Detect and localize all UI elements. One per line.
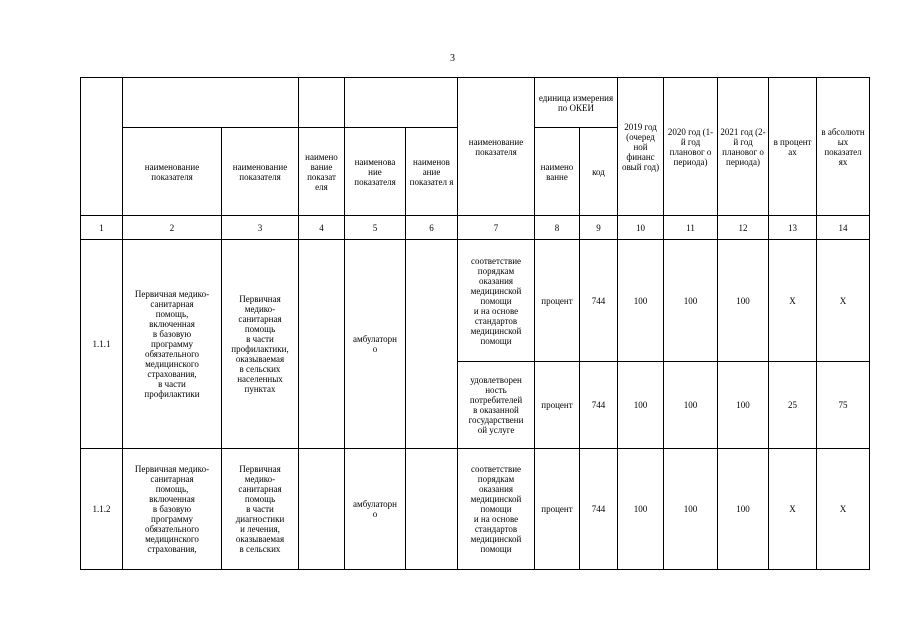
header-name-4: наимено вание показат еля <box>299 128 345 216</box>
header-absolute: в абсолютн ых показател ях <box>817 78 870 216</box>
header-year-2021: 2021 год (2-й год плановог о периода) <box>718 78 769 216</box>
column-number: 10 <box>618 216 664 240</box>
column-number-row <box>81 216 870 240</box>
indicator-name: соответствие порядкам оказания медицинской помощи и на основе стандартов медицинской помощи <box>458 240 535 362</box>
column-number: 8 <box>535 216 580 240</box>
header-unit-name: наимено ванне <box>535 128 580 216</box>
column-number: 13 <box>769 216 817 240</box>
column-number: 6 <box>406 216 458 240</box>
value-2021: 100 <box>718 240 769 362</box>
header-name-6: наименов ание показател я <box>406 128 458 216</box>
unit-code: 744 <box>580 362 618 449</box>
header-group-5-6 <box>345 78 458 128</box>
service-name: Первичная медико- санитарная помощь, включенная в базовую программу обязательного медицинского страхования, в части профилактики <box>123 240 222 449</box>
unit-name: процент <box>535 362 580 449</box>
unit-code: 744 <box>580 240 618 362</box>
indicator-name: соответствие порядкам оказания медицинской помощи и на основе стандартов медицинской помощи <box>458 449 535 570</box>
header-name-3: наименование показателя <box>222 128 299 216</box>
deviation-absolute: X <box>817 449 870 570</box>
empty-cell <box>299 449 345 570</box>
header-group-2-3 <box>123 78 299 128</box>
table-row <box>81 449 870 570</box>
column-number: 5 <box>345 216 406 240</box>
value-2020: 100 <box>664 449 718 570</box>
header-percent: в процент ах <box>769 78 817 216</box>
value-2020: 100 <box>664 362 718 449</box>
header-cell-4-top <box>299 78 345 128</box>
deviation-absolute: 75 <box>817 362 870 449</box>
service-content: Первичная медико- санитарная помощь в части диагностики и лечения, оказываемая в сельских <box>222 449 299 570</box>
deviation-percent: X <box>769 449 817 570</box>
header-indicator-name: наименование показателя <box>458 78 535 216</box>
deviation-absolute: X <box>817 240 870 362</box>
column-number: 11 <box>664 216 718 240</box>
value-2020: 100 <box>664 240 718 362</box>
column-number: 7 <box>458 216 535 240</box>
unit-name: процент <box>535 449 580 570</box>
header-unit-code: код <box>580 128 618 216</box>
service-content: Первичная медико- санитарная помощь в части профилактики, оказываемая в сельских населенных пунктах <box>222 240 299 449</box>
column-number: 14 <box>817 216 870 240</box>
service-name: Первичная медико- санитарная помощь, включенная в базовую программу обязательного медицинского страхования, <box>123 449 222 570</box>
value-2021: 100 <box>718 362 769 449</box>
value-2019: 100 <box>618 240 664 362</box>
page-number: 3 <box>450 53 455 64</box>
column-number: 3 <box>222 216 299 240</box>
row-number: 1.1.2 <box>81 449 123 570</box>
deviation-percent: X <box>769 240 817 362</box>
value-2019: 100 <box>618 449 664 570</box>
header-year-2020: 2020 год (1-й год плановог о периода) <box>664 78 718 216</box>
empty-cell <box>299 240 345 449</box>
column-number: 1 <box>81 216 123 240</box>
indicators-table <box>80 77 870 570</box>
header-unit-okei: единица измерения по ОКЕИ <box>535 78 618 128</box>
header-name-2: наименование показателя <box>123 128 222 216</box>
deviation-percent: 25 <box>769 362 817 449</box>
unit-name: процент <box>535 240 580 362</box>
column-number: 2 <box>123 216 222 240</box>
service-condition: амбулаторн о <box>345 240 406 449</box>
column-number: 4 <box>299 216 345 240</box>
table-row <box>81 240 870 362</box>
indicator-name: удовлетворен ность потребителей в оказанной государствени ой услуге <box>458 362 535 449</box>
value-2019: 100 <box>618 362 664 449</box>
empty-cell <box>406 449 458 570</box>
service-condition: амбулаторн о <box>345 449 406 570</box>
column-number: 9 <box>580 216 618 240</box>
column-number: 12 <box>718 216 769 240</box>
header-name-5: наименова ние показателя <box>345 128 406 216</box>
value-2021: 100 <box>718 449 769 570</box>
row-number: 1.1.1 <box>81 240 123 449</box>
empty-cell <box>406 240 458 449</box>
header-year-2019: 2019 год (очеред ной финанс овый год) <box>618 78 664 216</box>
header-cell-1 <box>81 78 123 216</box>
unit-code: 744 <box>580 449 618 570</box>
